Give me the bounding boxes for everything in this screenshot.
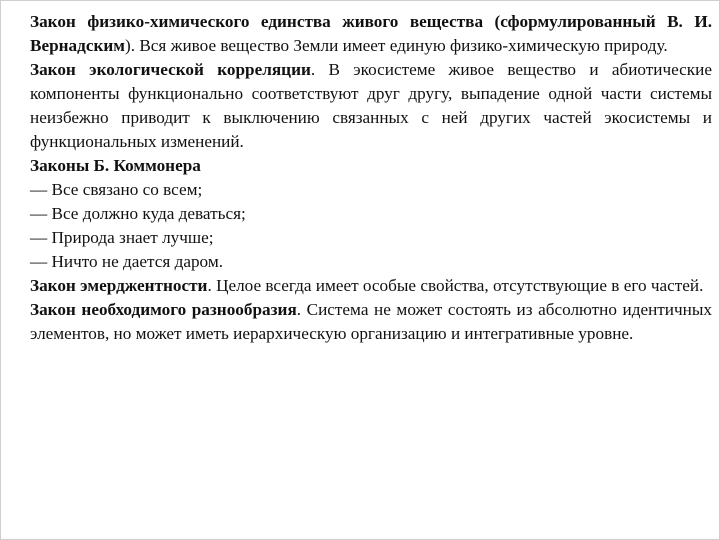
- law-text: . В экосистеме живое вещество и абиотические компоненты функционально соответствуют друг другу, выпадение одной части системы неизбежно приводит к выключению связанных с ней других частей экосистемы и функциональных изменений.: [30, 60, 712, 151]
- law-text: — Все связано со всем;: [30, 180, 203, 199]
- law-text: . Система не может состоять из абсолютно идентичных элементов, но может иметь иерархическую организацию и интегративные уровне.: [30, 300, 712, 343]
- law-title: Закон экологической корреляции: [30, 60, 311, 79]
- law-physicochemical-unity: [30, 10, 712, 58]
- commoner-laws-heading: [30, 154, 712, 178]
- law-emergence: [30, 274, 712, 298]
- commoner-law-item: [30, 226, 712, 250]
- law-text: ). Вся живое вещество Земли имеет единую физико-химическую природу.: [125, 36, 668, 55]
- commoner-law-item: [30, 250, 712, 274]
- law-title: Закон физико-химического единства живого вещества (сформулированный В. И. Вернадским: [30, 12, 712, 55]
- law-necessary-diversity: [30, 298, 712, 346]
- commoner-law-item: [30, 202, 712, 226]
- law-text: . Целое всегда имеет особые свойства, отсутствующие в его частей.: [207, 276, 704, 295]
- law-text: — Природа знает лучше;: [30, 228, 214, 247]
- law-text: — Ничто не дается даром.: [30, 252, 223, 271]
- document-body: [30, 10, 712, 346]
- law-ecological-correlation: [30, 58, 712, 154]
- commoner-law-item: [30, 178, 712, 202]
- law-title: Законы Б. Коммонера: [30, 156, 201, 175]
- law-title: Закон необходимого разнообразия: [30, 300, 297, 319]
- law-text: — Все должно куда деваться;: [30, 204, 246, 223]
- law-title: Закон эмерджентности: [30, 276, 208, 295]
